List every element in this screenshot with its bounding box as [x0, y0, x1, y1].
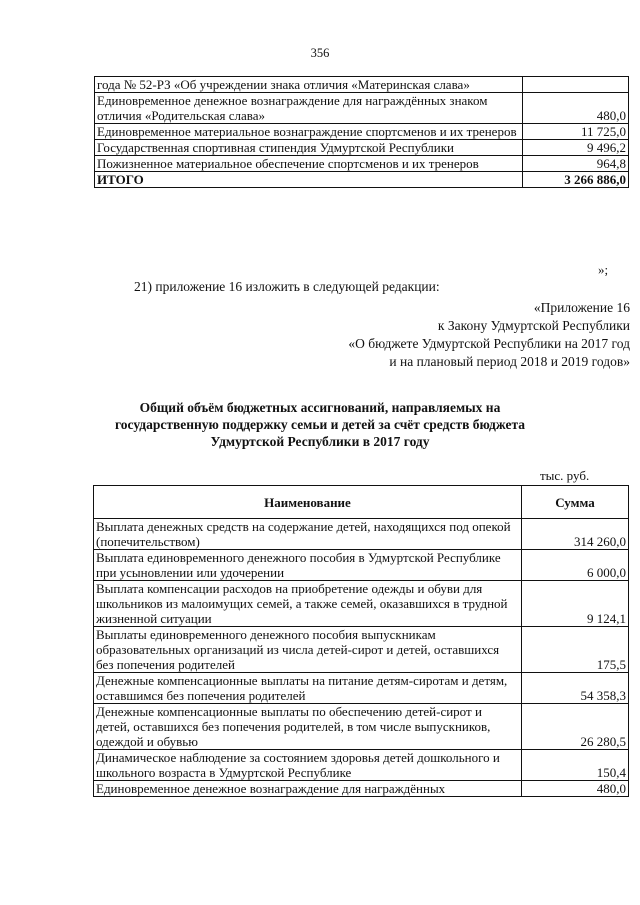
row-amount: 480,0	[523, 93, 629, 124]
family-support-table	[93, 485, 629, 797]
appendix-line: «О бюджете Удмуртской Республики на 2017 год	[348, 336, 630, 351]
column-header-amount: Сумма	[522, 486, 629, 519]
table-row	[94, 581, 629, 627]
row-amount	[523, 77, 629, 93]
row-amount: 964,8	[523, 156, 629, 172]
table-row	[94, 673, 629, 704]
total-label: ИТОГО	[95, 172, 523, 188]
closing-quote: »;	[598, 262, 609, 277]
row-amount: 175,5	[522, 627, 629, 673]
row-name: Выплата денежных средств на содержание детей, находящихся под опекой (попечительством)	[94, 519, 522, 550]
table-row	[94, 750, 629, 781]
row-name: года № 52-РЗ «Об учреждении знака отличия «Материнская слава»	[95, 77, 523, 93]
row-name: Государственная спортивная стипендия Удмуртской Республики	[95, 140, 523, 156]
table-row	[95, 124, 629, 140]
table-row	[95, 93, 629, 124]
row-amount: 480,0	[522, 781, 629, 797]
row-name: Пожизненное материальное обеспечение спортсменов и их тренеров	[95, 156, 523, 172]
appendix-line: «Приложение 16	[533, 300, 630, 315]
table-row	[95, 140, 629, 156]
row-amount: 6 000,0	[522, 550, 629, 581]
row-name: Выплата единовременного денежного пособия в Удмуртской Республике при усыновлении или удочерении	[94, 550, 522, 581]
row-amount: 26 280,5	[522, 704, 629, 750]
table-row	[94, 550, 629, 581]
row-name: Единовременное денежное вознаграждение для награждённых знаком отличия «Родительская слава»	[95, 93, 523, 124]
table-row	[94, 627, 629, 673]
table-row	[94, 519, 629, 550]
row-name: Выплата компенсации расходов на приобретение одежды и обуви для школьников из малоимущих семей, а также семей, оказавшихся в трудной жизненной ситуации	[94, 581, 522, 627]
table-row	[95, 77, 629, 93]
table-row	[94, 781, 629, 797]
page-number: 356	[310, 46, 330, 60]
appendix-line: к Закону Удмуртской Республики	[437, 318, 630, 333]
amendment-instruction: 21) приложение 16 изложить в следующей редакции:	[134, 279, 440, 294]
unit-label: тыс. руб.	[540, 468, 590, 483]
total-amount: 3 266 886,0	[523, 172, 629, 188]
row-amount: 314 260,0	[522, 519, 629, 550]
row-amount: 11 725,0	[523, 124, 629, 140]
row-amount: 9 496,2	[523, 140, 629, 156]
column-header-name: Наименование	[94, 486, 522, 519]
appendix-line: и на плановый период 2018 и 2019 годов»	[389, 354, 630, 369]
row-name: Единовременное денежное вознаграждение для награждённых	[94, 781, 522, 797]
row-name: Динамическое наблюдение за состоянием здоровья детей дошкольного и школьного возраста в Удмуртской Республике	[94, 750, 522, 781]
row-amount: 150,4	[522, 750, 629, 781]
table-row	[95, 156, 629, 172]
row-amount: 54 358,3	[522, 673, 629, 704]
total-row	[95, 172, 629, 188]
appendix-header	[348, 299, 630, 371]
row-amount: 9 124,1	[522, 581, 629, 627]
budget-table-continued	[94, 76, 629, 188]
row-name: Денежные компенсационные выплаты на питание детям-сиротам и детям, оставшимся без попечения родителей	[94, 673, 522, 704]
row-name: Единовременное материальное вознаграждение спортсменов и их тренеров	[95, 124, 523, 140]
table-row	[94, 704, 629, 750]
document-heading: Общий объём бюджетных ассигнований, направляемых на государственную поддержку семьи и детей за счёт средств бюджета Удмуртской Республики в 2017 году	[114, 400, 526, 449]
row-name: Выплаты единовременного денежного пособия выпускникам образовательных организаций из числа детей-сирот и детей, оставшихся без попечения родителей	[94, 627, 522, 673]
table-header-row	[94, 486, 629, 519]
row-name: Денежные компенсационные выплаты по обеспечению детей-сирот и детей, оставшихся без попечения родителей, в том числе выпускников, одеждой и обувью	[94, 704, 522, 750]
